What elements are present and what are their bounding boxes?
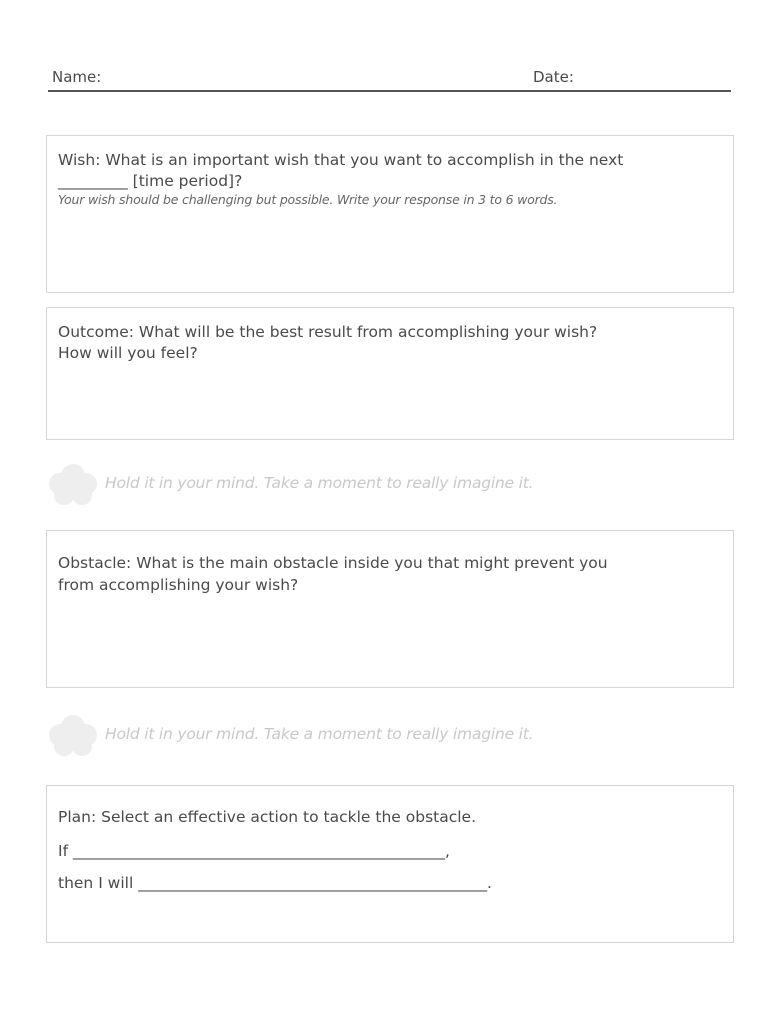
cloud-icon <box>48 713 98 759</box>
pause-reminder-2 <box>48 713 568 759</box>
outcome-prompt-line1: Outcome: What will be the best result from accomplishing your wish? <box>58 323 598 341</box>
plan-box[interactable] <box>46 785 734 943</box>
wish-prompt-line1: Wish: What is an important wish that you want to accomplish in the next <box>58 151 624 169</box>
wish-prompt-line2: _________ [time period]? <box>58 172 243 190</box>
plan-then-line: then I will _____________________________________________. <box>58 874 492 892</box>
pause-reminder-1 <box>48 462 568 508</box>
wish-box[interactable] <box>46 135 734 293</box>
pause-text-2: Hold it in your mind. Take a moment to really imagine it. <box>105 725 534 743</box>
pause-text-1: Hold it in your mind. Take a moment to really imagine it. <box>105 474 534 492</box>
plan-if-line: If ________________________________________________, <box>58 842 450 860</box>
plan-prompt: Plan: Select an effective action to tackle the obstacle. <box>58 808 477 826</box>
outcome-box[interactable] <box>46 307 734 440</box>
name-label: Name: <box>52 68 102 86</box>
cloud-icon <box>48 462 98 508</box>
date-label: Date: <box>533 68 574 86</box>
wish-hint: Your wish should be challenging but possible. Write your response in 3 to 6 words. <box>58 192 558 207</box>
obstacle-prompt-line2: from accomplishing your wish? <box>58 576 299 594</box>
header-rule <box>48 66 731 92</box>
obstacle-box[interactable] <box>46 530 734 688</box>
obstacle-prompt-line1: Obstacle: What is the main obstacle inside you that might prevent you <box>58 554 608 572</box>
outcome-prompt-line2: How will you feel? <box>58 344 198 362</box>
